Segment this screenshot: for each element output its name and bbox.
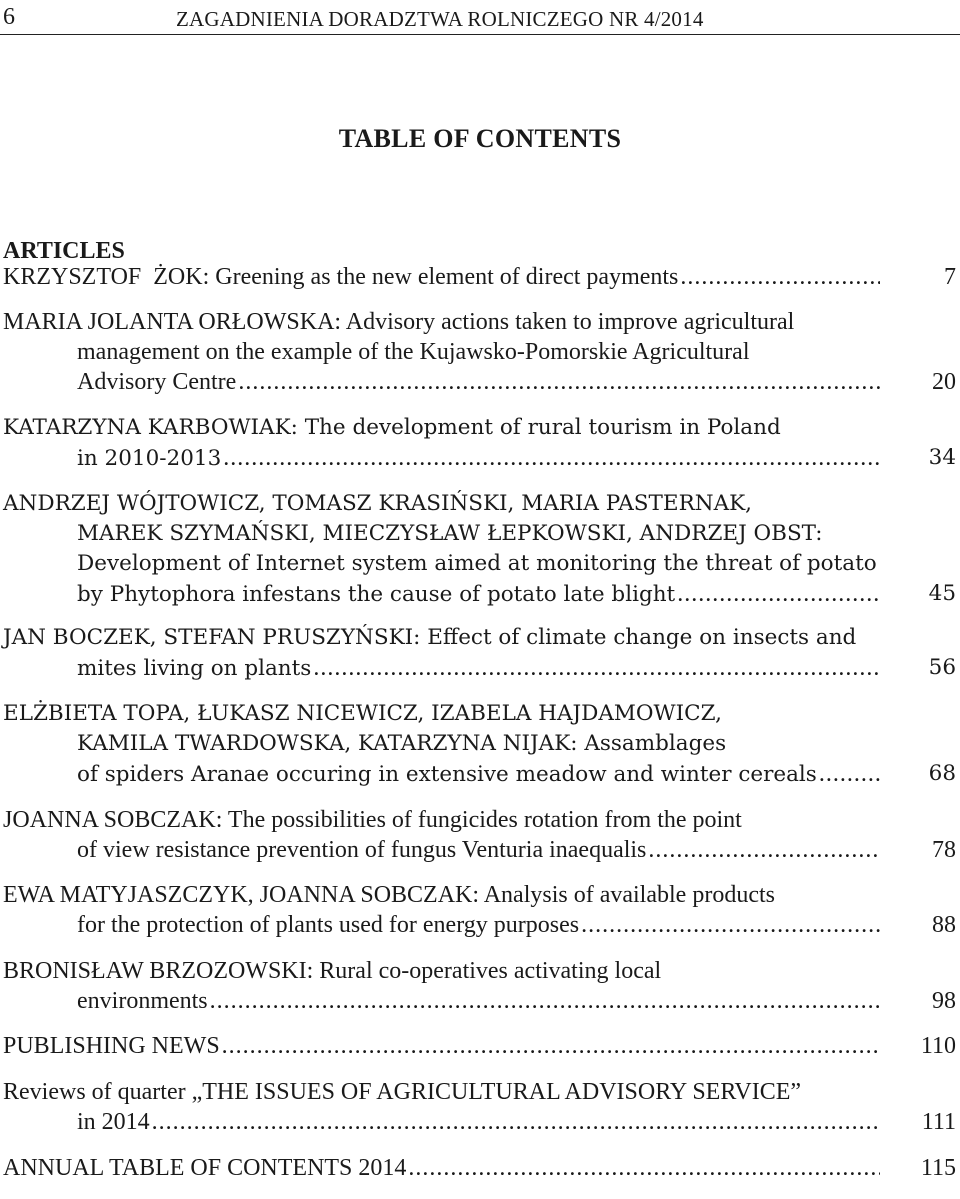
- toc-entry-text: JAN BOCZEK, STEFAN PRUSZYŃSKI: Effect of climate change on insects and: [3, 625, 857, 650]
- toc-page-number: 111: [921, 1109, 956, 1135]
- toc-entry-line: [77, 729, 726, 759]
- toc-entry-text: EWA MATYJASZCZYK, JOANNA SOBCZAK: Analysis of available products: [3, 882, 775, 908]
- toc-entry-text: MAREK SZYMAŃSKI, MIECZYSŁAW ŁEPKOWSKI, ANDRZEJ OBST:: [77, 521, 823, 546]
- toc-page-number: 98: [932, 988, 956, 1014]
- toc-page-number: 115: [920, 1155, 956, 1181]
- toc-entry-text: in 2014: [77, 1109, 150, 1135]
- toc-entry-line: [77, 519, 823, 549]
- toc-entry-text: environments: [77, 988, 208, 1014]
- dot-leader: [223, 443, 880, 473]
- toc-entry-line: [3, 805, 742, 835]
- toc-entry-text: JOANNA SOBCZAK: The possibilities of fungicides rotation from the point: [3, 807, 742, 833]
- page-number: 6: [3, 4, 15, 30]
- dot-leader: [210, 986, 880, 1016]
- toc-entry-line: [3, 307, 794, 337]
- toc-entry-text: BRONISŁAW BRZOZOWSKI: Rural co-operatives activating local: [3, 958, 662, 984]
- toc-heading: TABLE OF CONTENTS: [338, 124, 622, 153]
- journal-title: ZAGADNIENIA DORADZTWA ROLNICZEGO NR 4/2014: [176, 7, 704, 31]
- toc-page-number: 110: [920, 1033, 956, 1059]
- toc-entry-line: [77, 579, 880, 609]
- toc-entry-line: [77, 759, 880, 789]
- toc-entry-text: PUBLISHING NEWS: [3, 1033, 220, 1059]
- toc-entry-text: by Phytophora infestans the cause of potato late blight: [77, 582, 676, 607]
- toc-entry-line: [3, 880, 775, 910]
- toc-entry-text: of view resistance prevention of fungus Venturia inaequalis: [77, 837, 647, 863]
- toc-entry-line: [77, 986, 880, 1016]
- toc-entry-line: [77, 337, 750, 367]
- dot-leader: [152, 1107, 880, 1137]
- dot-leader: [581, 910, 880, 940]
- dot-leader: [680, 262, 880, 292]
- toc-entry-text: of spiders Aranae occuring in extensive meadow and winter cereals: [77, 762, 817, 787]
- toc-entry-text: in 2010-2013: [77, 446, 222, 471]
- toc-entry-text: mites living on plants: [77, 656, 312, 681]
- toc-entry-text: ANNUAL TABLE OF CONTENTS 2014: [3, 1155, 407, 1181]
- toc-entry-text: KRZYSZTOF ŻOK: Greening as the new element of direct payments: [3, 264, 679, 290]
- toc-entry-line: [3, 1153, 880, 1183]
- toc-page-number: 7: [944, 264, 956, 290]
- toc-entry-text: Advisory Centre: [77, 369, 237, 395]
- toc-page-number: 78: [932, 837, 956, 863]
- toc-entry-line: [3, 956, 661, 986]
- toc-entry-line: [3, 623, 856, 653]
- toc-page-number: 34: [928, 445, 956, 470]
- toc-entry-line: [3, 489, 752, 519]
- toc-page-number: 56: [928, 655, 956, 680]
- dot-leader: [238, 367, 880, 397]
- toc-entry-line: [3, 413, 781, 443]
- toc-entry-line: [77, 1107, 880, 1137]
- toc-entry-text: ELŻBIETA TOPA, ŁUKASZ NICEWICZ, IZABELA HAJDAMOWICZ,: [3, 701, 722, 726]
- toc-entry-line: [3, 1077, 801, 1107]
- toc-entry-text: Reviews of quarter „THE ISSUES OF AGRICULTURAL ADVISORY SERVICE”: [3, 1079, 802, 1105]
- toc-entry-line: [3, 699, 722, 729]
- toc-entry-text: ANDRZEJ WÓJTOWICZ, TOMASZ KRASIŃSKI, MARIA PASTERNAK,: [3, 491, 752, 516]
- toc-entry-text: KATARZYNA KARBOWIAK: The development of rural tourism in Poland: [3, 415, 781, 440]
- toc-entry-line: [77, 653, 880, 683]
- toc-page-number: 20: [932, 369, 956, 395]
- toc-entry-line: [77, 443, 880, 473]
- dot-leader: [313, 653, 880, 683]
- dot-leader: [648, 835, 880, 865]
- dot-leader: [819, 759, 880, 789]
- toc-entry-line: [3, 1031, 880, 1061]
- toc-entry-text: KAMILA TWARDOWSKA, KATARZYNA NIJAK: Assamblages: [77, 731, 727, 756]
- dot-leader: [222, 1031, 880, 1061]
- section-heading-articles: ARTICLES: [3, 238, 125, 264]
- toc-entry-text: Development of Internet system aimed at monitoring the threat of potato: [77, 551, 877, 576]
- toc-entry-text: management on the example of the Kujawsko-Pomorskie Agricultural: [77, 339, 750, 365]
- toc-entry-line: [77, 549, 877, 579]
- toc-entry-line: [3, 262, 880, 292]
- toc-entry-text: MARIA JOLANTA ORŁOWSKA: Advisory actions taken to improve agricultural: [3, 309, 795, 335]
- toc-page-number: 88: [932, 912, 956, 938]
- toc-entry-line: [77, 367, 880, 397]
- dot-leader: [408, 1153, 880, 1183]
- toc-page-number: 68: [928, 761, 956, 786]
- dot-leader: [677, 579, 880, 609]
- toc-entry-line: [77, 835, 880, 865]
- toc-page-number: 45: [928, 581, 956, 606]
- toc-entry-line: [77, 910, 880, 940]
- toc-entry-text: for the protection of plants used for energy purposes: [77, 912, 580, 938]
